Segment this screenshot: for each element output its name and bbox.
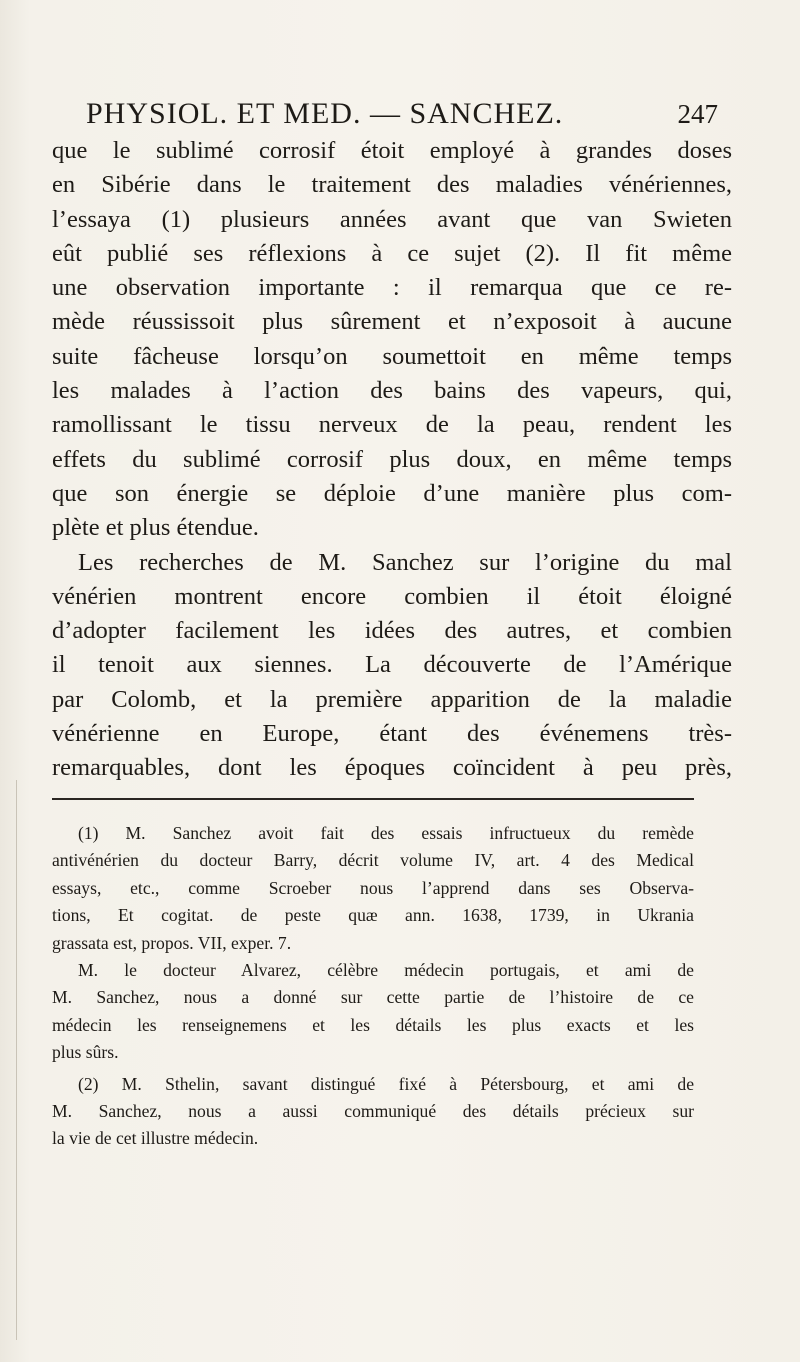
text-line: mède réussissoit plus sûrement et n’exposoit à aucune [52, 308, 732, 336]
running-header [86, 96, 718, 132]
running-title: PHYSIOL. ET MED. — SANCHEZ. [86, 97, 564, 130]
footnote-divider [52, 798, 694, 800]
text-line: suite fâcheuse lorsqu’on soumettoit en même temps [52, 342, 732, 370]
text-line: une observation importante : il remarqua que ce re- [52, 274, 732, 302]
footnote-line: (1) M. Sanchez avoit fait des essais infructueux du remède [78, 823, 694, 843]
footnote-line: M. le docteur Alvarez, célèbre médecin portugais, et ami de [78, 959, 694, 980]
footnote-line: (2) M. Sthelin, savant distingué fixé à Pétersbourg, et ami de [78, 1073, 694, 1094]
text-line: vénérienne en Europe, étant des événemens très- [52, 720, 732, 748]
text-line: ramollissant le tissu nerveux de la peau, rendent les [52, 411, 732, 439]
text-line: d’adopter facilement les idées des autres, et combien [52, 617, 732, 645]
footnote-line: antivénérien du docteur Barry, décrit volume IV, art. 4 des Medical [52, 850, 694, 871]
footnote-line: la vie de cet illustre médecin. [52, 1128, 259, 1149]
text-line: plète et plus étendue. [52, 514, 259, 542]
text-line: l’essaya (1) plusieurs années avant que van Swieten [52, 205, 732, 233]
footnotes [52, 820, 694, 1153]
text-line: vénérien montrent encore combien il étoit éloigné [52, 582, 732, 610]
text-line: les malades à l’action des bains des vapeurs, qui, [52, 377, 732, 405]
footnote-line: médecin les renseignemens et les détails les plus exacts et les [52, 1014, 694, 1035]
text-line: remarquables, dont les époques coïncident à peu près, [52, 754, 732, 782]
text-line: que son énergie se déploie d’une manière plus com- [52, 479, 732, 507]
page-gutter-shadow [16, 780, 17, 1340]
text-line: eût publié ses réflexions à ce sujet (2). Il fit même [52, 239, 732, 267]
footnote-line: essays, etc., comme Scroeber nous l’apprend dans ses Observa- [52, 877, 694, 898]
page-number: 247 [677, 99, 718, 129]
text-line: Les recherches de M. Sanchez sur l’origine du mal [78, 548, 732, 576]
text-line: effets du sublimé corrosif plus doux, en même temps [52, 445, 732, 473]
footnote-line: plus sûrs. [52, 1042, 119, 1063]
footnote-line: M. Sanchez, nous a donné sur cette partie de l’histoire de ce [52, 987, 694, 1008]
main-text [52, 134, 732, 786]
text-line: par Colomb, et la première apparition de la maladie [52, 685, 732, 713]
text-line: il tenoit aux siennes. La découverte de l’Amérique [52, 651, 732, 679]
text-line: en Sibérie dans le traitement des maladies vénériennes, [52, 171, 732, 199]
footnote-line: grassata est, propos. VII, exper. 7. [52, 932, 292, 953]
footnote-line: tions, Et cogitat. de peste quæ ann. 1638, 1739, in Ukrania [52, 905, 694, 926]
text-line: que le sublimé corrosif étoit employé à grandes doses [52, 137, 732, 164]
footnote-line: M. Sanchez, nous a aussi communiqué des détails précieux sur [52, 1100, 694, 1121]
